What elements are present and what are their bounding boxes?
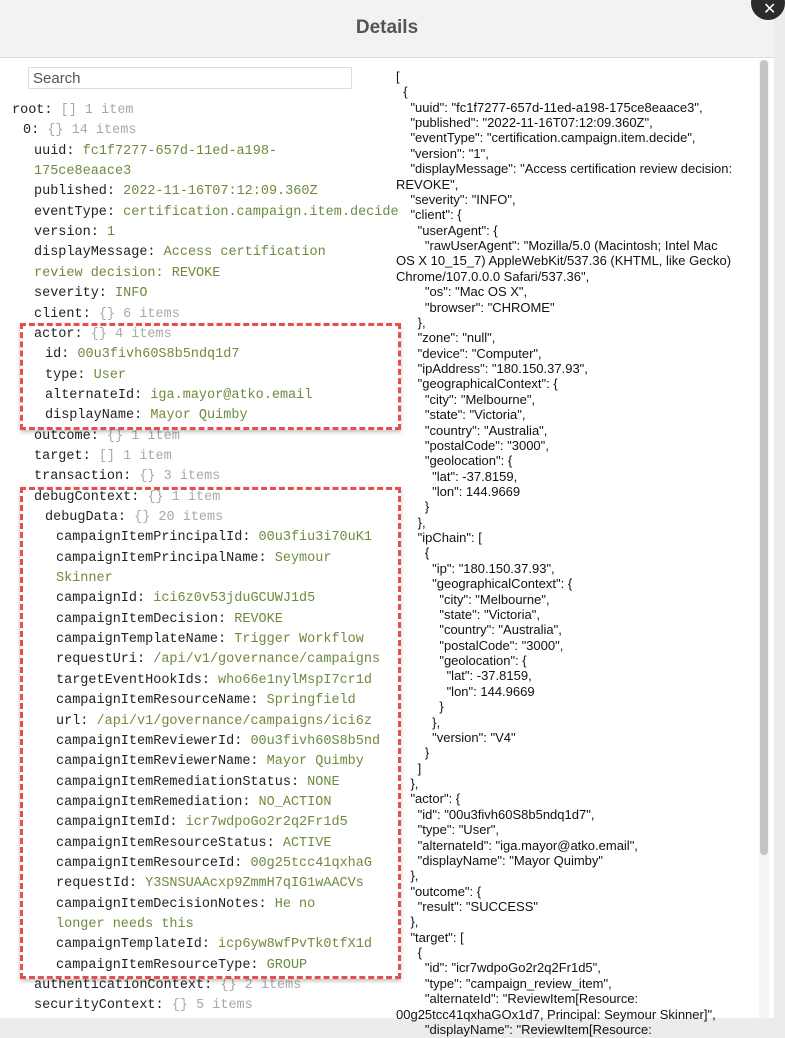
- tree-key: displayName:: [45, 408, 143, 424]
- tree-value: He no: [274, 896, 316, 912]
- raw-json-line: Chrome/107.0.0.0 Safari/537.36",: [396, 268, 590, 284]
- raw-json-line: "lat": -37.8159,: [396, 468, 518, 484]
- tree-value: Mayor Quimby: [150, 408, 248, 424]
- tree-node-row[interactable]: [34, 996, 253, 1016]
- raw-json-line: }: [396, 499, 430, 515]
- raw-json-line: "version": "V4": [396, 729, 516, 745]
- raw-json-line: },: [396, 776, 419, 792]
- tree-property-row: [45, 406, 248, 426]
- tree-node-row[interactable]: [34, 427, 180, 447]
- raw-json-line: "ipAddress": "180.150.37.93",: [396, 361, 588, 377]
- tree-key: campaignItemResourceName:: [56, 693, 259, 709]
- raw-json-line: },: [396, 714, 441, 730]
- raw-json-line: "ip": "180.150.37.93",: [396, 560, 555, 576]
- raw-json-line: "uuid": "fc1f7277-657d-11ed-a198-175ce8eaace3",: [396, 99, 703, 115]
- tree-property-row: [56, 793, 331, 813]
- raw-json-line: "state": "Victoria",: [396, 606, 540, 622]
- raw-json-line: "version": "1",: [396, 145, 489, 161]
- tree-node-row[interactable]: [23, 121, 136, 141]
- tree-count-meta: {} 2 items: [220, 978, 302, 994]
- raw-json-line: "geolocation": {: [396, 453, 513, 469]
- tree-value: /api/v1/governance/campaigns/ici6z: [96, 713, 372, 729]
- tree-key: securityContext:: [34, 998, 164, 1014]
- raw-json-line: "rawUserAgent": "Mozilla/5.0 (Macintosh; Intel Mac: [396, 238, 718, 254]
- raw-json-line: {: [396, 945, 423, 961]
- tree-property-row: [34, 264, 220, 284]
- raw-json-view: [394, 67, 754, 1037]
- raw-json-line: "id": "icr7wdpoGo2r2q2Fr1d5",: [396, 960, 601, 976]
- tree-key: campaignItemResourceStatus:: [56, 835, 275, 851]
- raw-json-line: "id": "00u3fivh60S8b5ndq1d7",: [396, 806, 595, 822]
- tree-value: icr7wdpoGo2r2q2Fr1d5: [185, 815, 348, 831]
- search-input[interactable]: [28, 67, 352, 89]
- tree-key: actor:: [34, 326, 83, 342]
- tree-value: longer needs this: [56, 917, 194, 932]
- raw-json-line: "ipChain": [: [396, 530, 482, 546]
- tree-property-row: [56, 752, 364, 772]
- tree-key: target:: [34, 448, 91, 464]
- tree-value: NONE: [307, 774, 340, 790]
- raw-json-line: "lon": 144.9669: [396, 483, 521, 499]
- raw-json-line: "alternateId": "iga.mayor@atko.email",: [396, 837, 638, 853]
- tree-property-row: [56, 956, 307, 976]
- raw-json-line: "severity": "INFO",: [396, 191, 516, 207]
- tree-property-row: [56, 854, 372, 874]
- raw-json-line: "target": [: [396, 929, 464, 945]
- tree-property-row: [56, 874, 364, 894]
- tree-property-row: [34, 284, 147, 304]
- tree-property-row: [56, 549, 331, 569]
- raw-json-line: {: [396, 84, 408, 100]
- raw-json-line: "alternateId": "ReviewItem[Resource:: [396, 991, 639, 1007]
- tree-key: targetEventHookIds:: [56, 672, 210, 688]
- tree-count-meta: {} 3 items: [139, 469, 221, 485]
- tree-value: 175ce8eaace3: [34, 164, 132, 180]
- tree-key: campaignItemDecisionNotes:: [56, 896, 267, 912]
- tree-property-row: [34, 203, 399, 223]
- tree-key: eventType:: [34, 204, 116, 220]
- tree-property-row: [45, 345, 239, 365]
- tree-value: Trigger Workflow: [234, 632, 364, 648]
- raw-json-line: ]: [396, 760, 422, 776]
- tree-value: REVOKE: [234, 611, 283, 627]
- raw-json-line: "eventType": "certification.campaign.item.decide",: [396, 130, 696, 146]
- tree-key: root:: [12, 103, 53, 118]
- tree-value: Skinner: [56, 571, 113, 587]
- scrollbar-thumb[interactable]: [760, 60, 768, 855]
- tree-value: 00u3fiu3i70uK1: [258, 530, 372, 546]
- tree-key: debugData:: [45, 510, 127, 525]
- tree-value: iga.mayor@atko.email: [150, 387, 313, 403]
- raw-json-line: "city": "Melbourne",: [396, 591, 550, 607]
- tree-key: requestUri:: [56, 652, 146, 668]
- tree-value: 2022-11-16T07:12:09.360Z: [123, 184, 318, 200]
- tree-value: fc1f7277-657d-11ed-a198-: [82, 143, 278, 159]
- modal-header: [0, 0, 777, 58]
- raw-json-line: "geographicalContext": {: [396, 376, 558, 392]
- raw-json-line: }: [396, 745, 430, 761]
- tree-count-meta: {} 4 items: [90, 326, 172, 342]
- json-tree-view: [0, 101, 399, 1018]
- tree-node-row[interactable]: [34, 325, 172, 345]
- tree-count-meta: {} 14 items: [47, 123, 137, 139]
- tree-property-row: [56, 834, 331, 854]
- tree-property-row: [34, 142, 277, 162]
- tree-key: campaignItemRemediation:: [56, 794, 251, 810]
- tree-property-row: [56, 773, 340, 793]
- raw-json-line: },: [396, 914, 419, 930]
- tree-count-meta: {} 1 item: [147, 489, 221, 505]
- tree-property-row: [34, 162, 131, 182]
- tree-property-row: [56, 589, 315, 609]
- tree-value: NO_ACTION: [258, 794, 332, 810]
- tree-property-row: [56, 935, 372, 955]
- raw-json-line: OS X 10_15_7) AppleWebKit/537.36 (KHTML, like Gecko): [396, 253, 732, 269]
- tree-key: campaignTemplateName:: [56, 632, 227, 648]
- tree-property-row: [45, 386, 312, 406]
- tree-property-row: [56, 712, 372, 732]
- tree-count-meta: {} 6 items: [98, 306, 180, 322]
- raw-json-line: "displayName": "ReviewItem[Resource:: [396, 1021, 652, 1037]
- raw-json-line: "lat": -37.8159,: [396, 668, 532, 684]
- tree-key: campaignItemResourceType:: [56, 957, 259, 973]
- tree-key: id:: [45, 347, 70, 363]
- tree-key: campaignItemPrincipalName:: [56, 550, 267, 566]
- tree-node-row[interactable]: [34, 447, 172, 467]
- tree-node-row[interactable]: [45, 508, 223, 528]
- raw-json-line: "lon": 144.9669: [396, 683, 535, 699]
- raw-json-line: [: [396, 69, 400, 84]
- raw-json-line: "postalCode": "3000",: [396, 437, 549, 453]
- tree-key: outcome:: [34, 428, 99, 444]
- tree-value: Mayor Quimby: [266, 754, 364, 770]
- tree-key: type:: [45, 367, 86, 383]
- tree-value: Seymour: [274, 550, 332, 566]
- tree-key: version:: [34, 225, 99, 241]
- tree-node-row[interactable]: [34, 467, 220, 487]
- raw-json-line: "browser": "CHROME": [396, 299, 555, 315]
- tree-key: campaignItemId:: [56, 815, 178, 831]
- tree-count-meta: {} 5 items: [171, 998, 253, 1014]
- raw-json-line: "city": "Melbourne",: [396, 391, 536, 407]
- tree-node-row[interactable]: [34, 305, 180, 325]
- tree-key: severity:: [34, 286, 107, 302]
- tree-count-meta: {} 1 item: [106, 428, 180, 444]
- raw-json-line: "displayName": "Mayor Quimby": [396, 852, 604, 868]
- raw-json-line: },: [396, 314, 426, 330]
- raw-json-line: "actor": {: [396, 791, 461, 807]
- tree-value: ACTIVE: [282, 835, 332, 851]
- tree-value: Springfield: [266, 693, 356, 709]
- tree-key: requestId:: [56, 876, 138, 892]
- tree-key: campaignItemPrincipalId:: [56, 530, 251, 546]
- raw-json-line: "published": "2022-11-16T07:12:09.360Z",: [396, 115, 653, 131]
- raw-json-line: "country": "Australia",: [396, 422, 548, 438]
- raw-json-line: "client": {: [396, 207, 462, 223]
- tree-node-row[interactable]: [12, 101, 134, 121]
- tree-property-row: [56, 895, 315, 915]
- tree-key: published:: [34, 184, 116, 200]
- raw-json-line: "geographicalContext": {: [396, 576, 573, 592]
- raw-json-line: "device": "Computer",: [396, 345, 542, 361]
- raw-json-line: "userAgent": {: [396, 222, 498, 238]
- tree-property-row: [34, 223, 115, 243]
- tree-key: client:: [34, 306, 91, 322]
- tree-key: campaignTemplateId:: [56, 937, 210, 953]
- raw-json-line: "geolocation": {: [396, 653, 527, 669]
- tree-property-row: [56, 671, 372, 691]
- tree-value: certification.campaign.item.decide: [123, 204, 399, 220]
- tree-key: displayMessage:: [34, 245, 156, 261]
- tree-key: campaignItemRemediationStatus:: [56, 774, 300, 790]
- raw-json-line: },: [396, 868, 419, 884]
- tree-value: ici6z0v53jduGCUWJ1d5: [153, 591, 316, 607]
- tree-value: Access certification: [163, 245, 326, 261]
- tree-key: campaignItemReviewerName:: [56, 754, 259, 770]
- tree-count-meta: [] 1 item: [60, 103, 134, 118]
- raw-json-line: "state": "Victoria",: [396, 407, 526, 423]
- tree-property-row: [56, 569, 113, 589]
- raw-json-line: "zone": "null",: [396, 330, 496, 346]
- tree-key: url:: [56, 713, 89, 729]
- tree-count-meta: [] 1 item: [98, 448, 172, 464]
- tree-node-row[interactable]: [34, 488, 220, 508]
- modal-title: Details: [355, 17, 419, 38]
- raw-json-line: "type": "User",: [396, 822, 499, 838]
- tree-property-row: [34, 243, 326, 263]
- tree-property-row: [56, 732, 380, 752]
- raw-json-line: "postalCode": "3000",: [396, 637, 564, 653]
- tree-value: 00u3fivh60S8b5ndq1d7: [77, 347, 240, 363]
- tree-property-row: [56, 610, 283, 630]
- tree-key: campaignItemResourceId:: [56, 855, 243, 871]
- tree-property-row: [56, 813, 348, 833]
- raw-json-line: 00g25tcc41qxhaGOx1d7, Principal: Seymour Skinner]",: [396, 1006, 716, 1022]
- tree-property-row: [56, 630, 364, 650]
- tree-value: GROUP: [266, 957, 308, 973]
- tree-value: icp6yw8wfPvTk0tfX1d: [218, 937, 372, 953]
- raw-json-line: }: [396, 699, 444, 715]
- tree-property-row: [56, 691, 356, 711]
- raw-json-line: "country": "Australia",: [396, 622, 562, 638]
- tree-value: who66e1nylMspI7cr1d: [218, 672, 372, 688]
- tree-key: 0:: [23, 123, 40, 139]
- tree-key: debugContext:: [34, 489, 140, 505]
- tree-value: 00u3fivh60S8b5nd: [250, 733, 381, 749]
- tree-property-row: [34, 182, 318, 202]
- tree-property-row: [56, 528, 372, 548]
- raw-json-line: "outcome": {: [396, 883, 482, 899]
- tree-value: /api/v1/governance/campaigns: [153, 652, 381, 668]
- tree-property-row: [56, 650, 380, 670]
- raw-json-line: {: [396, 545, 430, 561]
- tree-key: authenticationContext:: [34, 978, 213, 994]
- raw-json-line: REVOKE",: [396, 176, 459, 192]
- tree-value: review decision: REVOKE: [34, 265, 221, 281]
- tree-key: campaignId:: [56, 591, 146, 607]
- tree-value: INFO: [115, 286, 148, 302]
- tree-key: campaignItemReviewerId:: [56, 733, 243, 749]
- raw-json-line: "os": "Mac OS X",: [396, 284, 528, 300]
- raw-json-line: "type": "campaign_review_item",: [396, 975, 612, 991]
- tree-value: 1: [106, 225, 116, 241]
- raw-json-line: },: [396, 514, 426, 530]
- tree-value: Y3SNSUAAcxp9ZmmH7qIG1wAACVs: [145, 876, 364, 892]
- tree-value: 00g25tcc41qxhaG: [250, 855, 372, 871]
- raw-json-line: "displayMessage": "Access certification review decision:: [396, 161, 733, 177]
- tree-key: campaignItemDecision:: [56, 611, 227, 627]
- tree-property-row: [56, 915, 194, 935]
- close-icon: ✕: [763, 0, 777, 18]
- tree-key: alternateId:: [45, 387, 143, 403]
- tree-property-row: [45, 366, 126, 386]
- raw-json-line: "result": "SUCCESS": [396, 898, 538, 914]
- tree-key: uuid:: [34, 143, 75, 159]
- tree-count-meta: {} 20 items: [134, 510, 224, 525]
- scrollbar[interactable]: [759, 60, 769, 1018]
- tree-value: User: [93, 367, 127, 383]
- tree-node-row[interactable]: [34, 976, 301, 996]
- tree-key: transaction:: [34, 469, 132, 485]
